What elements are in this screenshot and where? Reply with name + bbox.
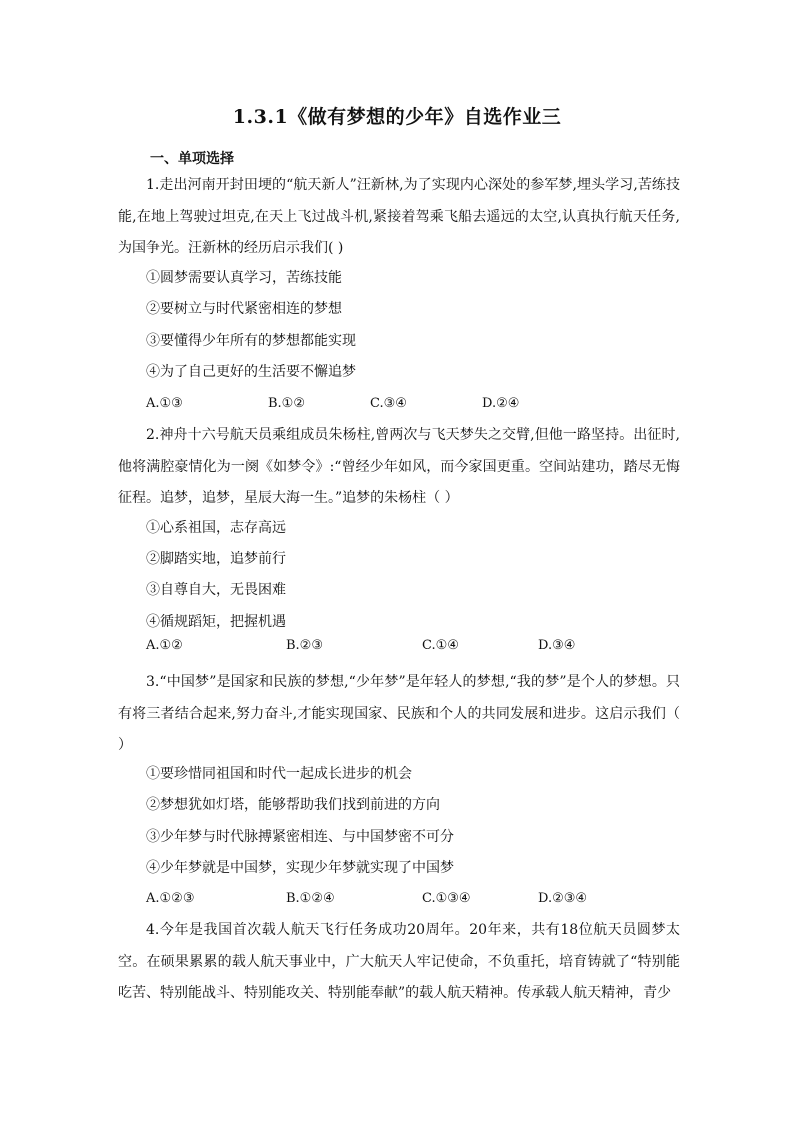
- question-1-stem: 1.走出河南开封田埂的“航天新人”汪新林,为了实现内心深处的参军梦,埋头学习,苦练技能,在地上驾驶过坦克,在天上飞过战斗机,紧接着驾乘飞船去遥远的太空,认真执行航天任务,为国争光。汪新林的经历启示我们( ): [118, 177, 680, 256]
- question-1-option-1: ①圆梦需要认真学习，苦练技能: [146, 270, 342, 286]
- question-3-option-4: ④少年梦就是中国梦，实现少年梦就实现了中国梦: [146, 860, 454, 876]
- question-2-choice-a[interactable]: A.①②: [146, 638, 183, 653]
- question-3-option-2: ②梦想犹如灯塔，能够帮助我们找到前进的方向: [146, 797, 440, 813]
- question-3-choice-b[interactable]: B.①②④: [286, 891, 335, 906]
- section-heading: 一、单项选择: [150, 151, 234, 167]
- page-title: 1.3.1《做有梦想的少年》自选作业三: [232, 106, 562, 128]
- question-2-option-3: ③自尊自大，无畏困难: [146, 582, 286, 598]
- question-1-option-2: ②要树立与时代紧密相连的梦想: [146, 301, 342, 317]
- question-1-choice-d[interactable]: D.②④: [482, 396, 520, 411]
- question-2-option-2: ②脚踏实地，追梦前行: [146, 551, 286, 567]
- question-1-choice-c[interactable]: C.③④: [370, 396, 407, 411]
- question-3-option-3: ③少年梦与时代脉搏紧密相连、与中国梦密不可分: [146, 829, 454, 845]
- question-3-stem: 3.“中国梦”是国家和民族的梦想,“少年梦”是年轻人的梦想,“我的梦”是个人的梦想。只有将三者结合起来,努力奋斗,才能实现国家、民族和个人的共同发展和进步。这启示我们（ ）: [118, 674, 680, 753]
- question-2-option-4: ④循规蹈矩，把握机遇: [146, 614, 286, 630]
- question-2-choice-b[interactable]: B.②③: [286, 638, 323, 653]
- question-2-option-1: ①心系祖国，志存高远: [146, 520, 286, 536]
- question-3-option-1: ①要珍惜同祖国和时代一起成长进步的机会: [146, 766, 412, 782]
- question-3-choice-a[interactable]: A.①②③: [146, 891, 195, 906]
- question-1-choice-a[interactable]: A.①③: [146, 396, 183, 411]
- question-3-choice-d[interactable]: D.②③④: [538, 891, 588, 906]
- question-4-stem: 4.今年是我国首次载人航天飞行任务成功20周年。20年来，共有18位航天员圆梦太空。在硕果累累的载人航天事业中，广大航天人牢记使命，不负重托，培育铸就了“特别能吃苦、特别能战斗、特别能攻关、特别能奉献”的载人航天精神。传承载人航天精神，青少: [118, 922, 680, 1001]
- question-1-choice-b[interactable]: B.①②: [268, 396, 305, 411]
- question-1-option-3: ③要懂得少年所有的梦想都能实现: [146, 333, 356, 349]
- question-3-choice-c[interactable]: C.①③④: [422, 891, 471, 906]
- question-2-stem: 2.神舟十六号航天员乘组成员朱杨柱,曾两次与飞天梦失之交臂,但他一路坚持。出征时,他将满腔豪情化为一阕《如梦令》:“曾经少年如风，而今家国更重。空间站建功，踏尽无悔征程。追梦，追梦，星辰大海一生。”追梦的朱杨柱（ ）: [118, 427, 680, 506]
- question-2-choice-c[interactable]: C.①④: [422, 638, 459, 653]
- question-1-option-4: ④为了自己更好的生活要不懈追梦: [146, 364, 356, 380]
- question-2-choice-d[interactable]: D.③④: [538, 638, 576, 653]
